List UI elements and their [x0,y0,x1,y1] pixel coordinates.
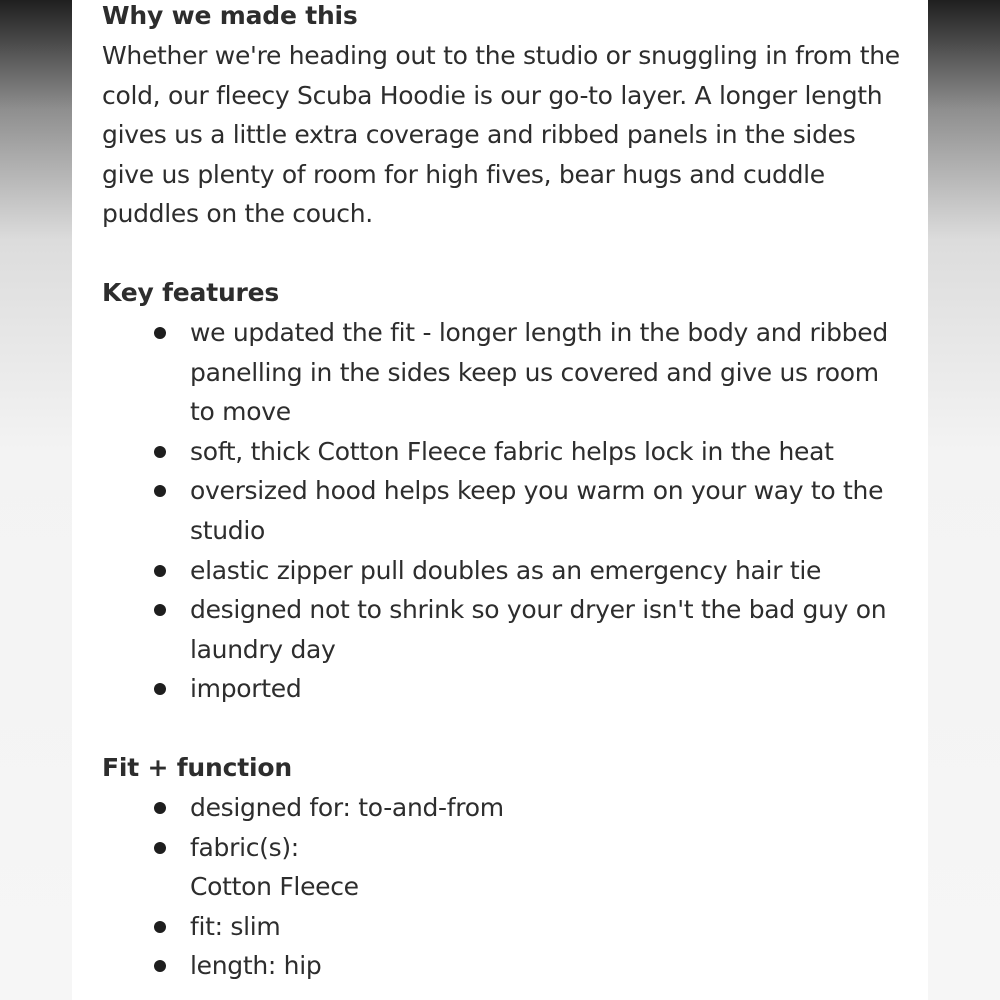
fabric-value: Cotton Fleece [190,872,359,902]
list-item [102,907,902,947]
bullet-icon [154,960,166,972]
bullet-icon [154,921,166,933]
list-item-text: soft, thick Cotton Fleece fabric helps lock in the heat [190,436,834,466]
product-details-panel [72,0,928,1000]
list-item [102,590,902,669]
list-item-text: elastic zipper pull doubles as an emergency hair tie [190,555,822,585]
fit-function-heading: Fit + function [102,752,292,782]
product-details-content [102,0,902,986]
key-features-heading: Key features [102,277,280,307]
list-item [102,313,902,432]
key-features-list [102,313,902,709]
list-item [102,551,902,591]
list-item [102,471,902,550]
right-backdrop [928,0,1000,1000]
bullet-icon [154,485,166,497]
fit-function-list [102,788,902,986]
bullet-icon [154,802,166,814]
list-item-text: imported [190,674,302,704]
left-backdrop [0,0,72,1000]
bullet-icon [154,604,166,616]
why-body-text: Whether we're heading out to the studio or snuggling in from the cold, our fleecy Scuba Hoodie is our go-to layer. A longer length gives us a little extra coverage and ribbed panels in the sides give us plenty of room for high fives, bear hugs and cuddle puddles on the couch. [102,41,900,229]
list-item-text: we updated the fit - longer length in the body and ribbed panelling in the sides keep us covered and give us room to move [190,317,888,427]
list-item [102,828,902,907]
bullet-icon [154,683,166,695]
list-item-text: length: hip [190,951,322,981]
bullet-icon [154,842,166,854]
bullet-icon [154,446,166,458]
list-item-text: fabric(s): [190,832,299,862]
bullet-icon [154,565,166,577]
list-item-text: oversized hood helps keep you warm on your way to the studio [190,476,884,545]
bullet-icon [154,327,166,339]
list-item [102,432,902,472]
key-features-section [102,273,902,709]
list-item [102,669,902,709]
why-heading: Why we made this [102,1,358,30]
fit-function-section [102,748,902,986]
list-item-text: designed for: to-and-from [190,792,504,822]
list-item-text: fit: slim [190,911,281,941]
why-we-made-this-section [102,0,902,234]
list-item [102,946,902,986]
list-item [102,788,902,828]
list-item-text: designed not to shrink so your dryer isn't the bad guy on laundry day [190,595,887,664]
